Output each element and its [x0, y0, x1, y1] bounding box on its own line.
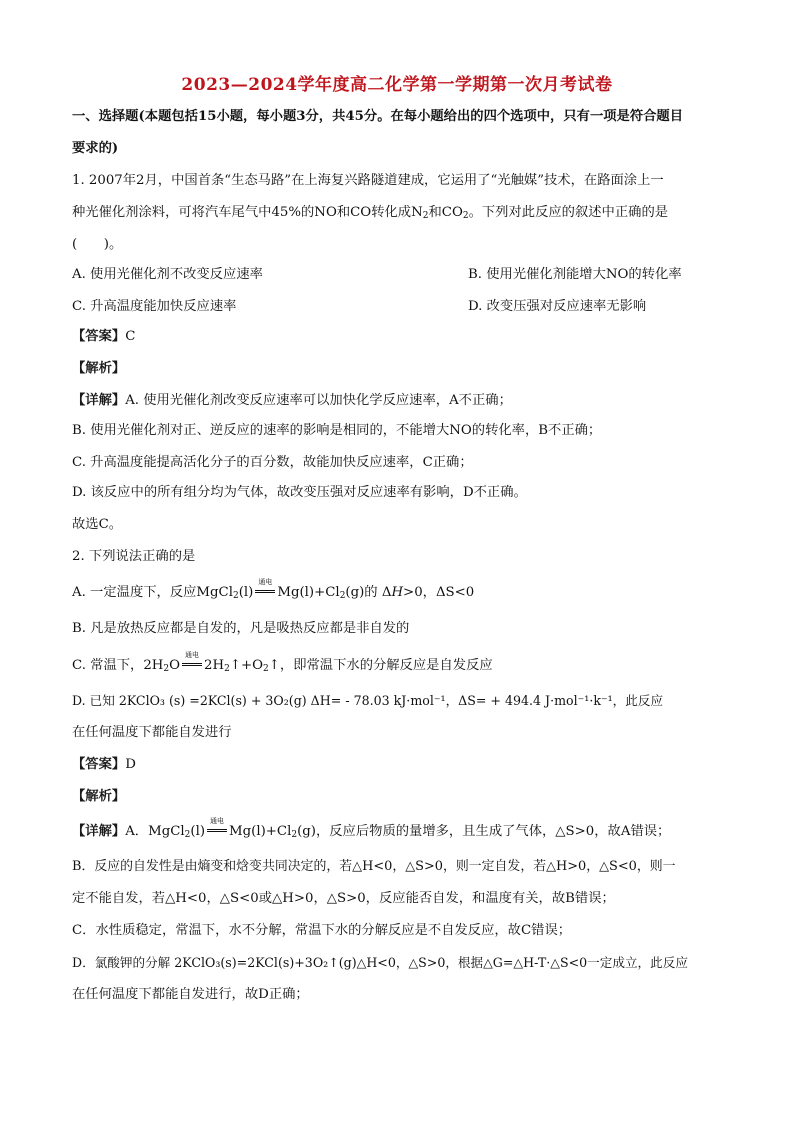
q2-detail-c: C．水性质稳定，常温下，水不分解，常温下水的分解反应是不自发反应，故C错误； — [72, 923, 572, 938]
electrolysis-arrow: 通电 — [254, 583, 276, 597]
q2-option-a: A. 一定温度下，反应MgCl$_2$(l) 通电 $Mg(l)+Cl_2(g)$的 ΔH>0，ΔS<0 — [72, 578, 475, 601]
q1-detail-a: 【详解】A. 使用光催化剂改变反应速率可以加快化学反应速率，A不正确； — [72, 393, 512, 408]
q1-detail-b: B. 使用光催化剂对正、逆反应的速率的影响是相同的，不能增大NO的转化率，B不正确； — [72, 423, 602, 438]
q1-stem-line2: 种光催化剂涂料，可将汽车尾气中45%的NO和CO转化成$N_2$和$CO_2$。下列对此反应的叙述中正确的是 — [72, 205, 669, 221]
q1-option-b: B. 使用光催化剂能增大NO的转化率 — [468, 267, 682, 282]
q1-detail-c: C. 升高温度能提高活化分子的百分数，故能加快反应速率，C正确； — [72, 455, 473, 470]
q1-option-c: C. 升高温度能加快反应速率 — [72, 299, 237, 314]
section-heading-line2: 要求的) — [72, 141, 119, 156]
electrolysis-arrow: 通电 — [181, 656, 203, 670]
q2-analysis-tag: 【解析】 — [72, 789, 126, 804]
q2-answer: 【答案】D — [72, 757, 136, 772]
q2-option-d-line2: 在任何温度下都能自发进行 — [72, 725, 232, 740]
q1-option-d: D. 改变压强对反应速率无影响 — [468, 299, 647, 314]
q2-detail-b-line1: B．反应的自发性是由熵变和焓变共同决定的，若△H<0，△S>0，则一定自发，若△H>0，△S<0，则一 — [72, 859, 676, 874]
q1-options-row2 — [72, 298, 732, 316]
exam-title: 2023—2024学年度高二化学第一学期第一次月考试卷 — [181, 75, 613, 95]
q1-analysis-tag: 【解析】 — [72, 361, 126, 376]
electrolysis-arrow: 通电 — [206, 822, 228, 836]
q2-option-d-line1: D. 已知 2KClO₃ (s) =2KCl(s) + 3O₂(g) ΔH= - 78.03 kJ·mol⁻¹，ΔS= + 494.4 J·mol⁻¹·k⁻¹，此反应 — [72, 693, 664, 708]
q2-option-b: B. 凡是放热反应都是自发的，凡是吸热反应都是非自发的 — [72, 621, 410, 636]
q1-conclusion: 故选C。 — [72, 517, 123, 532]
q2-detail-d-line1: D．氯酸钾的分解 2KClO₃(s)=2KCl(s)+3O₂↑(g)△H<0，△S>0，根据△G=△H-T·△S<0一定成立，此反应 — [72, 955, 688, 970]
q1-option-a: A. 使用光催化剂不改变反应速率 — [72, 267, 263, 282]
q2-detail-b-line2: 定不能自发，若△H<0，△S<0或△H>0，△S>0，反应能否自发，和温度有关，故B错误； — [72, 891, 615, 906]
q2-stem: 2. 下列说法正确的是 — [72, 549, 196, 564]
q2-detail-d-line2: 在任何温度下都能自发进行，故D正确； — [72, 987, 309, 1002]
q1-stem-line1: 1. 2007年2月，中国首条“生态马路”在上海复兴路隧道建成，它运用了“光触媒”技术，在路面涂上一 — [72, 173, 664, 188]
q2-option-c: C. 常温下，$2H_2O$ 通电 $2H_2↑+O_2↑$，即常温下水的分解反应是自发反应 — [72, 651, 493, 674]
q1-answer: 【答案】C — [72, 329, 136, 344]
q2-detail-a: 【详解】A．MgCl$_2$(l) 通电 $Mg(l)+Cl_2(g)$，反应后物质的量增多，且生成了气体，△S>0，故A错误； — [72, 817, 671, 840]
q1-options-row1 — [72, 266, 732, 284]
section-heading-line1: 一、选择题(本题包括15小题，每小题3分，共45分。在每小题给出的四个选项中，只有一项是符合题目 — [72, 109, 684, 124]
q1-detail-d: D. 该反应中的所有组分均为气体，故改变压强对反应速率有影响，D不正确。 — [72, 485, 527, 500]
q1-stem-line3: ( )。 — [72, 237, 123, 252]
